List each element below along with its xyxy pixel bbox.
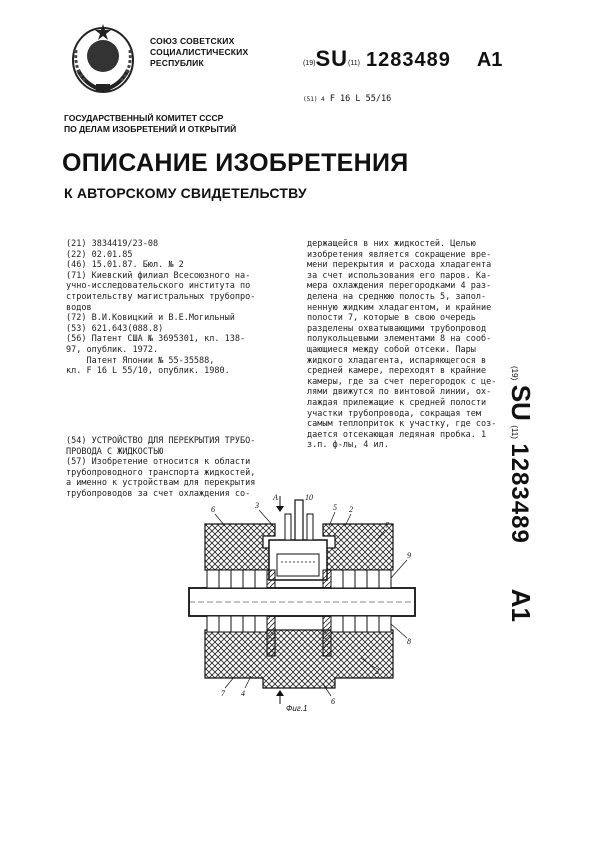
side-kind: A1 (506, 588, 536, 622)
label-9: 9 (407, 551, 411, 560)
label-7: 7 (385, 521, 389, 530)
label-6b: 6 (331, 697, 335, 706)
document-title: ОПИСАНИЕ ИЗОБРЕТЕНИЯ (62, 149, 409, 177)
union-line: РЕСПУБЛИК (150, 58, 204, 68)
committee-line: ГОСУДАРСТВЕННЫЙ КОМИТЕТ СССР (64, 113, 224, 123)
side-code-11: (11) (510, 425, 519, 439)
ussr-emblem (66, 20, 140, 96)
label-a: А (273, 493, 278, 502)
committee (64, 113, 236, 135)
union-line: СОЮЗ СОВЕТСКИХ (150, 36, 235, 46)
union-line: СОЦИАЛИСТИЧЕСКИХ (150, 47, 249, 57)
code-11: (11) (348, 60, 360, 67)
side-publication-number (505, 366, 536, 622)
side-patent-number: 1283489 (506, 443, 533, 544)
label-7b: 7 (221, 689, 225, 698)
document-subtitle: К АВТОРСКОМУ СВИДЕТЕЛЬСТВУ (64, 185, 307, 201)
publication-number (303, 46, 502, 72)
kind-code: A1 (476, 49, 503, 71)
label-4: 4 (241, 689, 245, 698)
abstract-right-column: держащейся в них жидкостей. Целью изобретения является сокращение вре- мени перекрытия и расхода хладагента за счет использования его паров. Ка- мера охлаждения перегородками 4 раз- делена на среднюю полость 5, запол- ненную жидким хладагентом, и крайние полости 7, которые в свою очередь разделены охватывающими трубопровод полукольцевыми элементами 8 на сооб- щающиеся между собой отсеки. Пары жидкого хладагента, испаряющегося в средней камере, переходят в крайние камеры, где за счет перегородок с це- лями движутся по винтовой линии, ох- лаждая прилежащие к средней полости участки трубопровода, сокращая тем самым теплоприток к участку, где соз- дается отсекающая ледяная пробка. 1 з.п. ф-лы, 4 ил. (307, 239, 497, 451)
label-3b: 3 (375, 667, 379, 676)
union-name (150, 36, 248, 69)
committee-line: ПО ДЕЛАМ ИЗОБРЕТЕНИЙ И ОТКРЫТИЙ (64, 124, 237, 134)
ipc-code: (51) 4 (303, 96, 325, 103)
bibliographic-data: (21) 3834419/23-08 (22) 02.01.85 (46) 15.01.87. Бюл. № 2 (71) Киевский филиал Всесоюзного на- учно-исследовательского института по строительству магистральных трубопро- водов (72) В.И.Ковицкий и В.Е.Могильный (53) 621.643(088.8) (56) Патент США № 3695301, кл. 138- 97, опублик. 1972. Патент Японии № 55-35588, кл. F 16 L 55/10, опублик. 1980. (66, 239, 256, 377)
side-code-19: (19) (510, 366, 519, 381)
label-6: 6 (211, 505, 215, 514)
technical-drawing (185, 492, 425, 714)
ipc-classification (303, 94, 391, 104)
label-8: 8 (407, 637, 411, 646)
label-5: 5 (333, 503, 337, 512)
ipc-value: F 16 L 55/16 (329, 94, 392, 104)
code-19: (19) (303, 60, 316, 67)
label-3: 3 (255, 501, 259, 510)
label-2: 2 (349, 505, 353, 514)
country-code: SU (315, 46, 349, 71)
patent-number: 1283489 (365, 49, 451, 71)
figure-caption: Фиг.1 (286, 704, 308, 713)
abstract-left-column: (54) УСТРОЙСТВО ДЛЯ ПЕРЕКРЫТИЯ ТРУБО- ПРОВОДА С ЖИДКОСТЬЮ (57) Изобретение относится к области трубопроводного транспорта жидкостей, а именно к устройствам для перекрытия трубопроводов за счет охлаждения со- (66, 436, 256, 499)
label-10: 10 (305, 493, 313, 502)
side-country: SU (506, 384, 536, 421)
